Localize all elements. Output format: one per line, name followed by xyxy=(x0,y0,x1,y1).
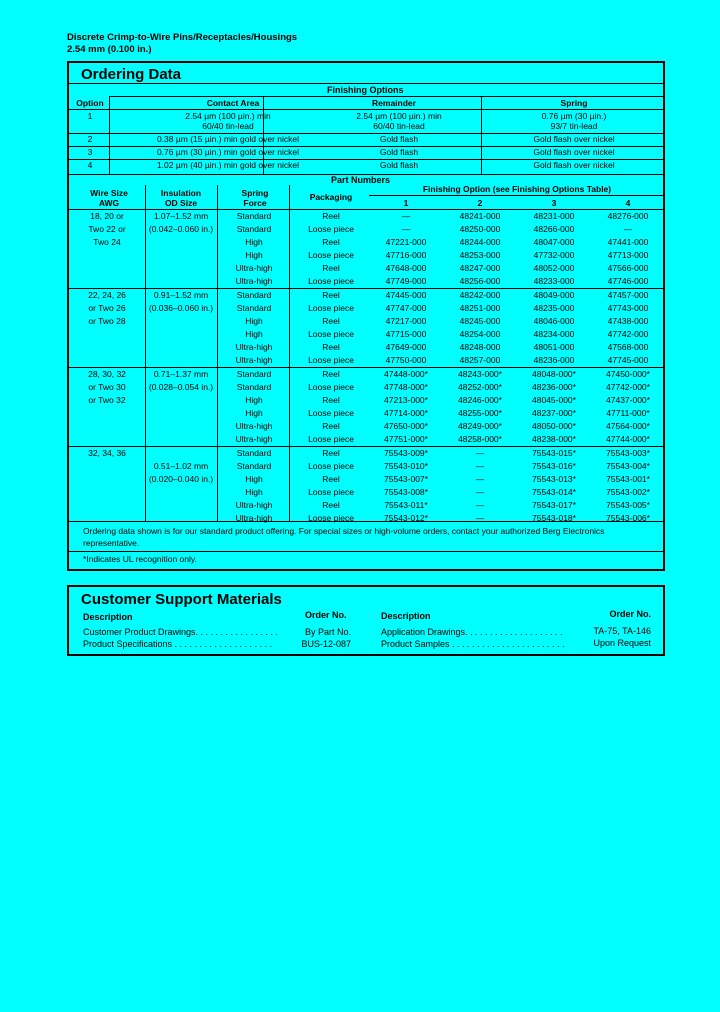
pn-finish-4: 75543-005* xyxy=(606,500,650,510)
notes-rule xyxy=(69,521,663,522)
cs-right-desc-1: Application Drawings. . . . . . . . . . . . . . . . . . . . xyxy=(381,627,563,637)
spring-force: Standard xyxy=(236,369,272,379)
spring-force: Ultra-high xyxy=(235,342,273,352)
pn-finish-4: 47437-000* xyxy=(606,395,650,405)
pn-finish-3: 48052-000 xyxy=(533,263,575,273)
pn-finish-1: 47213-000* xyxy=(384,395,428,405)
spring-force: Ultra-high xyxy=(235,355,273,365)
pn-col-1: 1 xyxy=(403,198,409,208)
pn-finish-2: — xyxy=(475,487,485,497)
packaging: Loose piece xyxy=(308,276,354,286)
pn-finish-3: 48237-000* xyxy=(532,408,576,418)
pn-finish-4: 47743-000 xyxy=(607,303,649,313)
pn-finish-3: 75543-015* xyxy=(532,448,576,458)
document-header xyxy=(67,32,297,56)
vrule-3 xyxy=(289,185,290,521)
pn-finish-2: 48241-000 xyxy=(459,211,501,221)
pn-finish-1: 47716-000 xyxy=(385,250,427,260)
packaging: Loose piece xyxy=(308,382,354,392)
pn-finish-2: — xyxy=(475,474,485,484)
pn-header-spring xyxy=(219,188,291,208)
pn-finish-1: 47221-000 xyxy=(385,237,427,247)
wire-size: Two 24 xyxy=(93,237,121,247)
pn-finish-3: 48236-000* xyxy=(532,382,576,392)
pn-finish-2: — xyxy=(475,513,485,523)
fin-spring: 0.76 µm (30 µin.) 93/7 tin-lead xyxy=(541,111,607,131)
customer-support-title: Customer Support Materials xyxy=(81,591,282,608)
pn-finish-4: 47568-000 xyxy=(607,342,649,352)
fin-remainder: Gold flash xyxy=(379,134,419,144)
pn-header-finishing: Finishing Option (see Finishing Options Table) xyxy=(422,184,612,194)
spring-force: Ultra-high xyxy=(235,500,273,510)
pn-finish-2: 48258-000* xyxy=(458,434,502,444)
group-rule xyxy=(69,446,663,447)
packaging: Reel xyxy=(322,290,340,300)
pn-finish-3: 75543-013* xyxy=(532,474,576,484)
pn-header-insulation xyxy=(143,188,219,208)
pn-finish-3: 48238-000* xyxy=(532,434,576,444)
packaging: Loose piece xyxy=(308,250,354,260)
pn-col-3: 3 xyxy=(551,198,557,208)
ul-note: *Indicates UL recognition only. xyxy=(83,554,197,564)
pn-finish-3: 48235-000 xyxy=(533,303,575,313)
cs-left-desc-1: Customer Product Drawings. . . . . . . . . . . . . . . . . xyxy=(83,627,279,637)
pn-finish-3: 48048-000* xyxy=(532,369,576,379)
group-rule xyxy=(69,367,663,368)
fin-header-rule xyxy=(69,109,663,110)
packaging: Loose piece xyxy=(308,487,354,497)
spring-force: Standard xyxy=(236,461,272,471)
finishing-options-title: Finishing Options xyxy=(327,85,404,95)
pn-finish-1: 47649-000 xyxy=(385,342,427,352)
pn-finish-2: — xyxy=(475,448,485,458)
pn-finish-1: 75543-012* xyxy=(384,513,428,523)
packaging: Reel xyxy=(322,448,340,458)
pn-finish-4: — xyxy=(623,224,633,234)
header-line-2: 2.54 mm (0.100 in.) xyxy=(67,44,152,55)
pn-finish-2: 48252-000* xyxy=(458,382,502,392)
wire-size: 18, 20 or xyxy=(90,211,124,221)
pn-finish-1: 47714-000* xyxy=(384,408,428,418)
pn-finish-4: 47746-000 xyxy=(607,276,649,286)
pn-finish-1: 47648-000 xyxy=(385,263,427,273)
spring-force: Standard xyxy=(236,224,272,234)
pn-finish-3: 75543-017* xyxy=(532,500,576,510)
fin-contact-area: 2.54 µm (100 µin.) min 60/40 tin-lead xyxy=(185,111,271,131)
pn-finish-2: 48257-000 xyxy=(459,355,501,365)
pn-finish-2: 48251-000 xyxy=(459,303,501,313)
spring-force: Standard xyxy=(236,211,272,221)
spring-force: High xyxy=(245,250,263,260)
pn-header-packaging: Packaging xyxy=(309,192,353,202)
spring-force: High xyxy=(245,408,263,418)
wire-size: or Two 26 xyxy=(88,303,126,313)
pn-finish-2: 48250-000 xyxy=(459,224,501,234)
pn-finish-4: 47711-000* xyxy=(606,408,650,418)
pn-finish-4: 75543-001* xyxy=(606,474,650,484)
pn-finish-3: 48049-000 xyxy=(533,290,575,300)
pn-finish-1: 47650-000* xyxy=(384,421,428,431)
pn-finish-1: 47750-000 xyxy=(385,355,427,365)
spring-force: Standard xyxy=(236,448,272,458)
pn-finish-3: 48233-000 xyxy=(533,276,575,286)
insulation-od: (0.042–0.060 in.) xyxy=(148,224,214,234)
cs-header-desc-1: Description xyxy=(83,612,133,622)
packaging: Loose piece xyxy=(308,224,354,234)
insulation-od: 0.71–1.37 mm xyxy=(153,369,209,379)
cs-left-order-2: BUS-12-087 xyxy=(301,639,351,649)
fin-header-contact: Contact Area xyxy=(206,98,260,108)
pn-finish-4: 47441-000 xyxy=(607,237,649,247)
spring-force: Ultra-high xyxy=(235,276,273,286)
packaging: Loose piece xyxy=(308,513,354,523)
part-numbers-title: Part Numbers xyxy=(331,175,391,185)
spring-force: High xyxy=(245,237,263,247)
fin-vrule xyxy=(481,97,482,174)
fin-remainder: Gold flash xyxy=(379,160,419,170)
wire-size: 32, 34, 36 xyxy=(88,448,126,458)
pn-finish-4: 47566-000 xyxy=(607,263,649,273)
pn-finish-2: 48245-000 xyxy=(459,316,501,326)
pn-finish-2: 48242-000 xyxy=(459,290,501,300)
notes-rule-2 xyxy=(69,551,663,552)
cs-header-order-2: Order No. xyxy=(609,609,651,619)
fin-header-option: Option xyxy=(76,98,104,108)
pn-finish-1: — xyxy=(401,211,411,221)
spring-force: Standard xyxy=(236,290,272,300)
pn-finish-2: 48256-000 xyxy=(459,276,501,286)
pn-finish-1: 47217-000 xyxy=(385,316,427,326)
pn-finish-1: 47747-000 xyxy=(385,303,427,313)
pn-finish-2: 48248-000 xyxy=(459,342,501,352)
pn-finish-1: 75543-009* xyxy=(384,448,428,458)
spring-force: High xyxy=(245,474,263,484)
pn-finish-2: 48253-000 xyxy=(459,250,501,260)
pn-finish-1: 47749-000 xyxy=(385,276,427,286)
cs-header-desc-2: Description xyxy=(381,611,431,621)
fin-remainder: Gold flash xyxy=(379,147,419,157)
pn-finish-3: 48045-000* xyxy=(532,395,576,405)
pn-finish-1: 75543-010* xyxy=(384,461,428,471)
ordering-data-box xyxy=(67,61,665,571)
pn-finish-3: 48051-000 xyxy=(533,342,575,352)
fin-option-number: 4 xyxy=(87,160,93,170)
pn-finish-2: 48255-000* xyxy=(458,408,502,418)
cs-left-order-1: By Part No. xyxy=(304,627,351,637)
spring-force: Ultra-high xyxy=(235,263,273,273)
pn-finish-3: 47732-000 xyxy=(533,250,575,260)
pn-header-wire xyxy=(69,188,149,208)
pn-finish-2: 48254-000 xyxy=(459,329,501,339)
spring-force: High xyxy=(245,329,263,339)
cs-right-order-2: Upon Request xyxy=(593,638,651,648)
spring-force: Ultra-high xyxy=(235,513,273,523)
insulation-od: 1.07–1.52 mm xyxy=(153,211,209,221)
pn-finish-4: 75543-003* xyxy=(606,448,650,458)
fin-option-number: 2 xyxy=(87,134,93,144)
wire-size: 28, 30, 32 xyxy=(88,369,126,379)
packaging: Reel xyxy=(322,263,340,273)
pn-finish-2: 48249-000* xyxy=(458,421,502,431)
pn-finish-1: 75543-007* xyxy=(384,474,428,484)
pn-finish-2: — xyxy=(475,500,485,510)
packaging: Reel xyxy=(322,316,340,326)
pn-finish-3: 48046-000 xyxy=(533,316,575,326)
pn-finish-1: 47751-000* xyxy=(384,434,428,444)
pn-finish-1: 75543-011* xyxy=(384,500,428,510)
wire-size: or Two 32 xyxy=(88,395,126,405)
ordering-note: Ordering data shown is for our standard product offering. For special sizes or high-volume orders, contact your authorized Berg Electronics representative. xyxy=(83,526,605,548)
pn-finish-3: 48050-000* xyxy=(532,421,576,431)
fin-subrule xyxy=(109,96,663,97)
cs-right-desc-2: Product Samples . . . . . . . . . . . . . . . . . . . . . . . xyxy=(381,639,565,649)
packaging: Loose piece xyxy=(308,355,354,365)
spring-force: Ultra-high xyxy=(235,434,273,444)
pn-header-wire-text: Wire Size AWG xyxy=(90,188,128,208)
pn-finish-4: 47745-000 xyxy=(607,355,649,365)
pn-finish-4: 47564-000* xyxy=(606,421,650,431)
pn-finish-4: 47742-000* xyxy=(606,382,650,392)
packaging: Reel xyxy=(322,342,340,352)
cs-header-order-1: Order No. xyxy=(305,610,347,620)
pn-finish-3: 48266-000 xyxy=(533,224,575,234)
packaging: Reel xyxy=(322,395,340,405)
vrule-2 xyxy=(217,185,218,521)
pn-finish-3: 75543-014* xyxy=(532,487,576,497)
fin-header-remainder: Remainder xyxy=(372,98,416,108)
wire-size: or Two 28 xyxy=(88,316,126,326)
spring-force: High xyxy=(245,395,263,405)
pn-finish-4: 75543-006* xyxy=(606,513,650,523)
pn-finish-2: 48247-000 xyxy=(459,263,501,273)
insulation-od: (0.028–0.054 in.) xyxy=(148,382,214,392)
packaging: Loose piece xyxy=(308,303,354,313)
fin-spring: Gold flash over nickel xyxy=(533,134,615,144)
pn-finish-4: 47438-000 xyxy=(607,316,649,326)
fin-contact-area: 0.76 µm (30 µin.) min gold over nickel xyxy=(156,147,300,157)
pn-finish-3: 48231-000 xyxy=(533,211,575,221)
pn-finish-4: 47742-000 xyxy=(607,329,649,339)
ordering-data-title: Ordering Data xyxy=(81,66,182,83)
cs-right-order-1: TA-75, TA-146 xyxy=(593,626,651,636)
wire-size: 22, 24, 26 xyxy=(88,290,126,300)
packaging: Reel xyxy=(322,500,340,510)
pn-finish-4: 47713-000 xyxy=(607,250,649,260)
pn-finish-2: — xyxy=(475,461,485,471)
fin-contact-area: 0.38 µm (15 µin.) min gold over nickel xyxy=(156,134,300,144)
group-rule xyxy=(69,288,663,289)
pn-finish-4: 75543-004* xyxy=(606,461,650,471)
fin-spring: Gold flash over nickel xyxy=(533,160,615,170)
fin-contact-area: 1.02 µm (40 µin.) min gold over nickel xyxy=(156,160,300,170)
customer-support-box xyxy=(67,585,665,656)
pn-finish-3: 75543-016* xyxy=(532,461,576,471)
pn-finish-1: 47748-000* xyxy=(384,382,428,392)
packaging: Loose piece xyxy=(308,461,354,471)
pn-finish-3: 48234-000 xyxy=(533,329,575,339)
packaging: Reel xyxy=(322,421,340,431)
pn-finish-2: 48244-000 xyxy=(459,237,501,247)
fin-option-number: 3 xyxy=(87,147,93,157)
pn-finish-1: — xyxy=(401,224,411,234)
cs-left-desc-2: Product Specifications . . . . . . . . . . . . . . . . . . . . xyxy=(83,639,273,649)
packaging: Loose piece xyxy=(308,329,354,339)
packaging: Loose piece xyxy=(308,434,354,444)
packaging: Reel xyxy=(322,211,340,221)
wire-size: or Two 30 xyxy=(88,382,126,392)
fin-option-number: 1 xyxy=(87,111,93,121)
pn-finish-3: 48236-000 xyxy=(533,355,575,365)
fin-remainder: 2.54 µm (100 µin.) min 60/40 tin-lead xyxy=(356,111,442,131)
packaging: Reel xyxy=(322,369,340,379)
pn-col-2: 2 xyxy=(477,198,483,208)
pn-header-spring-text: Spring Force xyxy=(241,188,269,208)
packaging: Loose piece xyxy=(308,408,354,418)
wire-size: Two 22 or xyxy=(88,224,126,234)
fin-spring: Gold flash over nickel xyxy=(533,147,615,157)
pn-finish-1: 47715-000 xyxy=(385,329,427,339)
insulation-od: (0.020–0.040 in.) xyxy=(148,474,214,484)
pn-finish-4: 47457-000 xyxy=(607,290,649,300)
spring-force: High xyxy=(245,487,263,497)
pn-finish-1: 47445-000 xyxy=(385,290,427,300)
packaging: Reel xyxy=(322,474,340,484)
pn-finish-2: 48246-000* xyxy=(458,395,502,405)
header-line-1: Discrete Crimp-to-Wire Pins/Receptacles/Housings xyxy=(67,32,298,43)
pn-finish-4: 75543-002* xyxy=(606,487,650,497)
spring-force: Standard xyxy=(236,303,272,313)
spring-force: Standard xyxy=(236,382,272,392)
fin-vrule xyxy=(263,97,264,174)
fin-vrule xyxy=(109,97,110,174)
pn-finish-4: 47744-000* xyxy=(606,434,650,444)
pn-finish-1: 47448-000* xyxy=(384,369,428,379)
pn-header-insulation-text: Insulation OD Size xyxy=(160,188,202,208)
pn-sub-rule xyxy=(369,195,663,196)
spring-force: High xyxy=(245,316,263,326)
packaging: Reel xyxy=(322,237,340,247)
insulation-od: 0.91–1.52 mm xyxy=(153,290,209,300)
pn-finish-4: 48276-000 xyxy=(607,211,649,221)
pn-finish-1: 75543-008* xyxy=(384,487,428,497)
fin-header-spring: Spring xyxy=(560,98,588,108)
pn-col-4: 4 xyxy=(625,198,631,208)
insulation-od: (0.036–0.060 in.) xyxy=(148,303,214,313)
pn-finish-2: 48243-000* xyxy=(458,369,502,379)
insulation-od: 0.51–1.02 mm xyxy=(153,461,209,471)
pn-finish-3: 48047-000 xyxy=(533,237,575,247)
pn-header-rule xyxy=(69,209,663,210)
title-rule xyxy=(69,83,663,84)
pn-finish-3: 75543-018* xyxy=(532,513,576,523)
spring-force: Ultra-high xyxy=(235,421,273,431)
pn-finish-4: 47450-000* xyxy=(606,369,650,379)
